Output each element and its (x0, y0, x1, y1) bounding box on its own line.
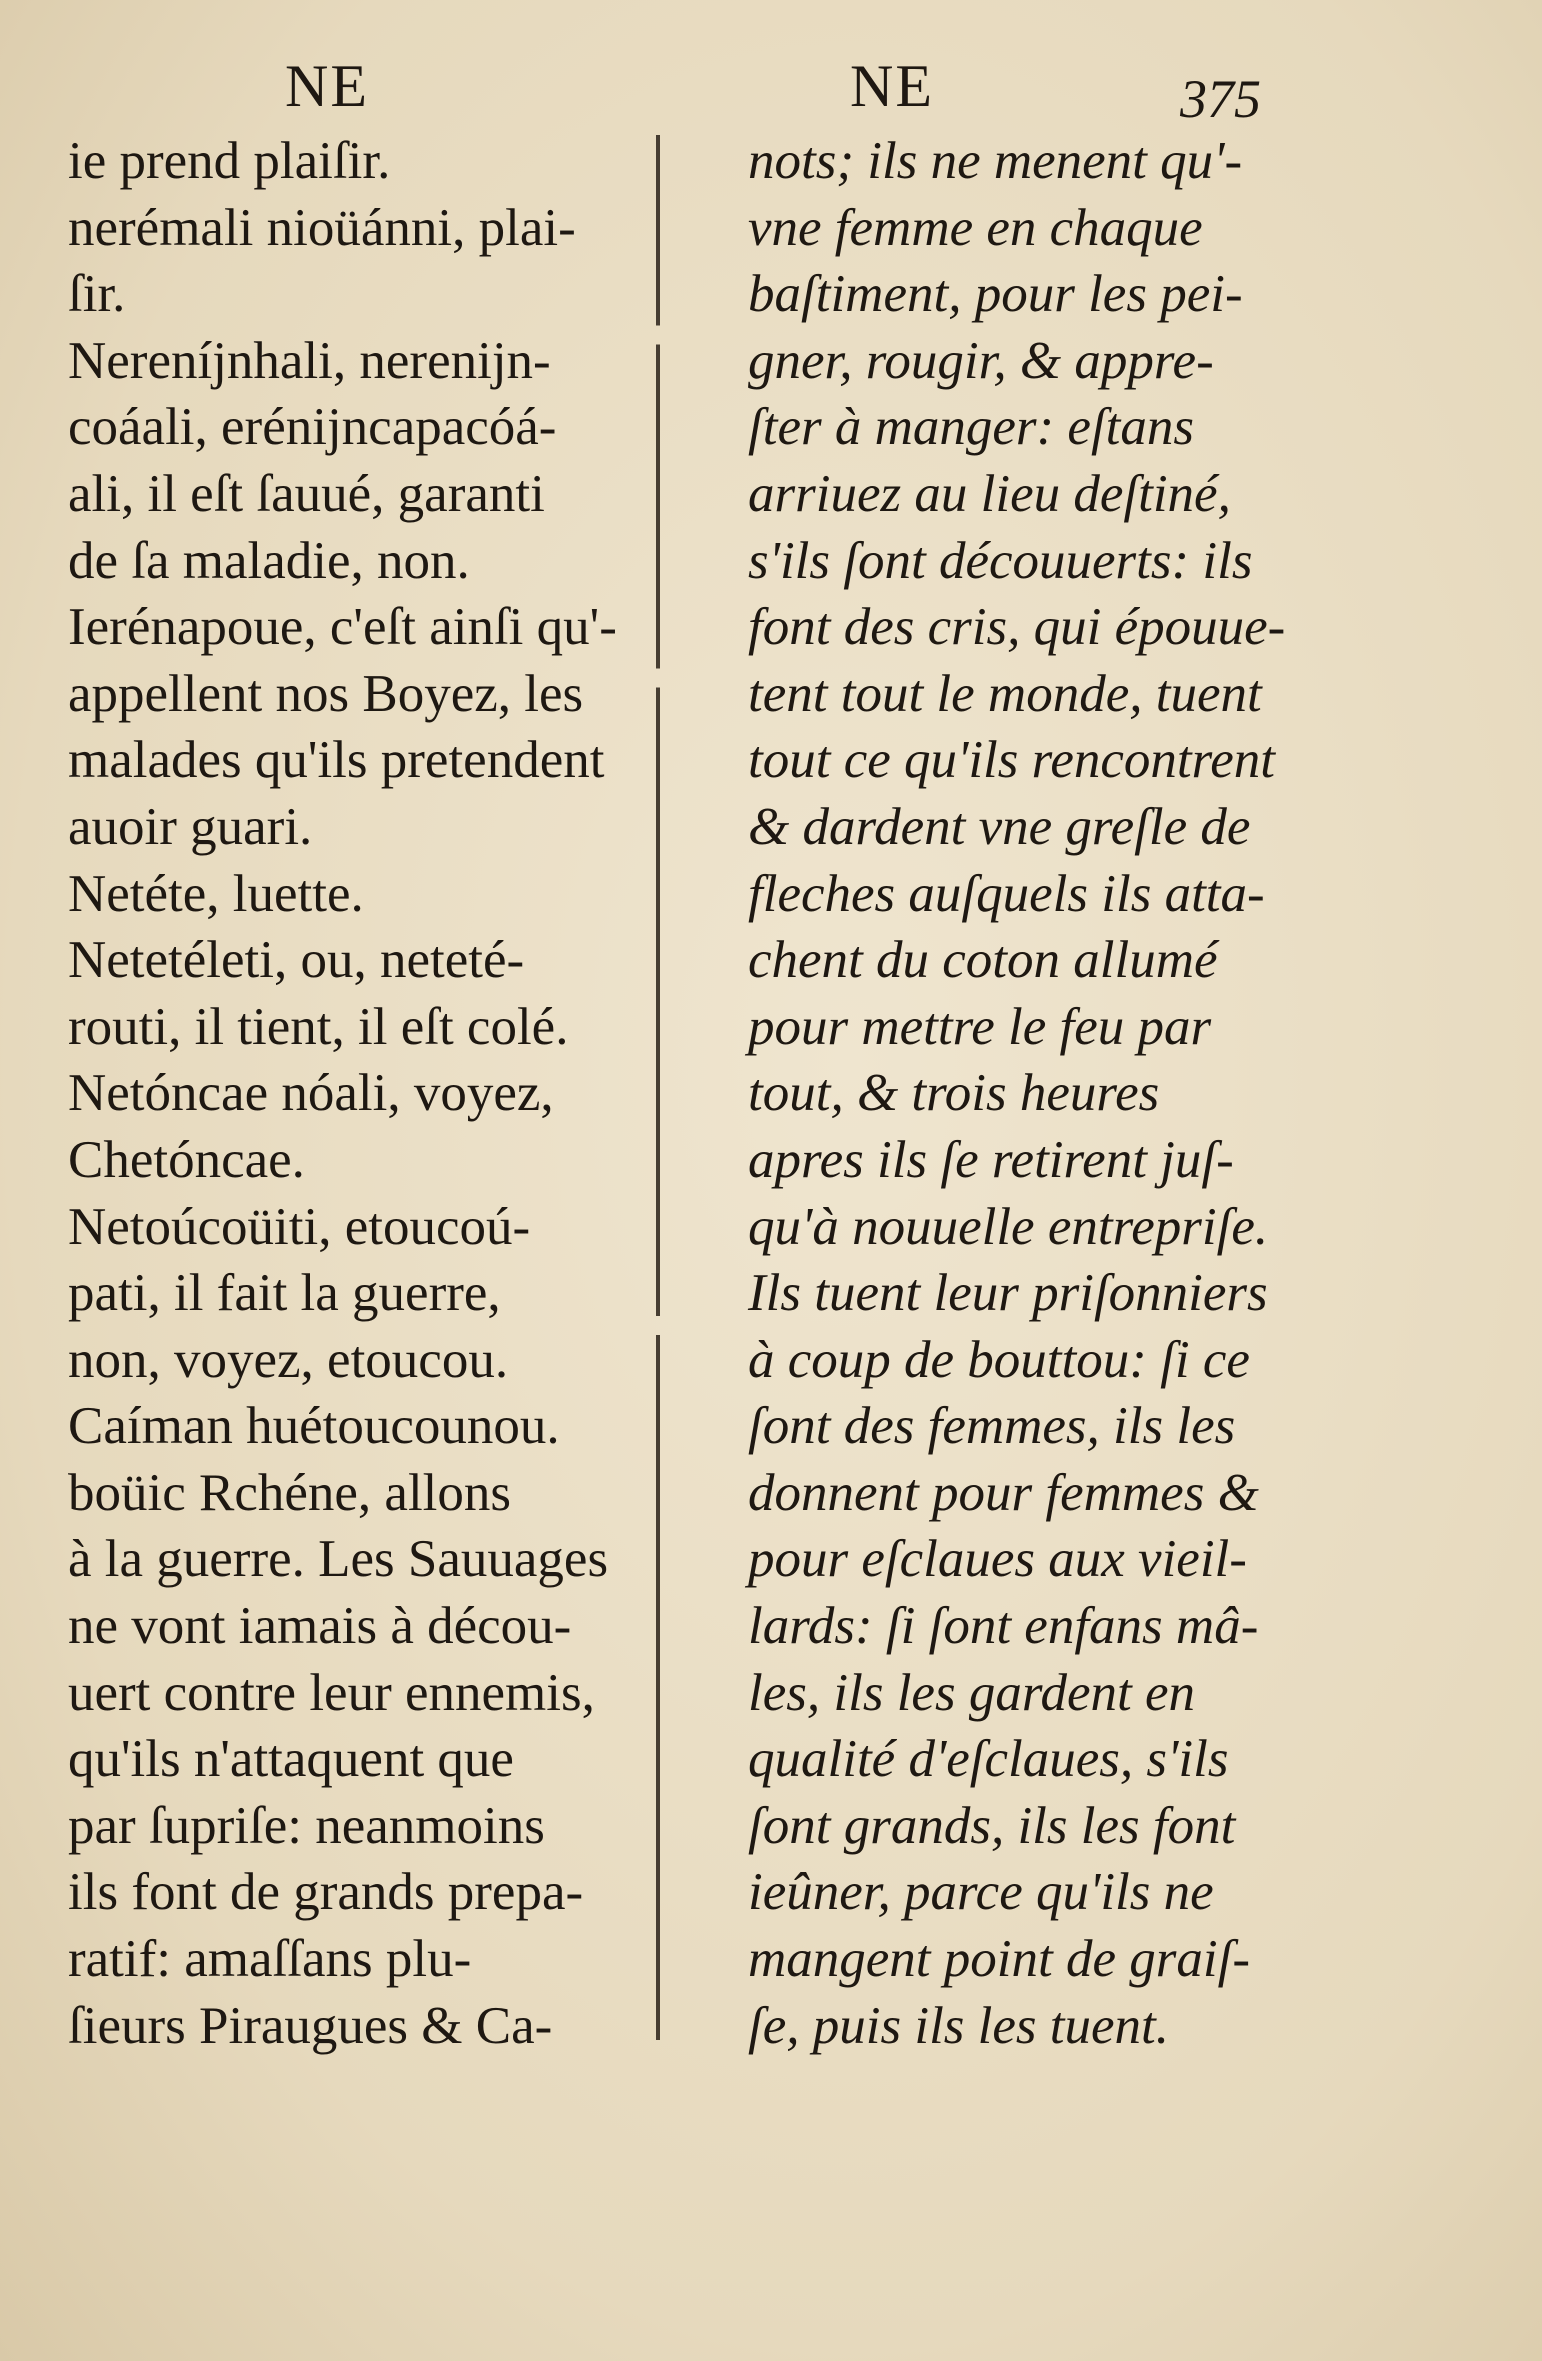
text-line: & dardent vne greſle de (748, 797, 1251, 856)
right-column (748, 128, 1288, 2059)
text-line: apres ils ſe retirent juſ- (748, 1130, 1234, 1189)
text-line: pour eſclaues aux vieil- (748, 1530, 1247, 1589)
text-line: boüic Rchéne, allons (68, 1463, 512, 1522)
text-line: uert contre leur ennemis, (68, 1663, 595, 1722)
text-line: Ils tuent leur priſonniers (748, 1264, 1268, 1323)
left-running-head: NE (285, 53, 369, 119)
text-line: qualité d'eſclaues, s'ils (748, 1730, 1229, 1789)
text-line: à la guerre. Les Sauuages (68, 1530, 609, 1589)
text-line: Nereníjnhali, nerenijn- (68, 331, 551, 390)
text-line: ieûner, parce qu'ils ne (748, 1863, 1214, 1922)
text-line: fleches auſquels ils atta- (748, 864, 1265, 923)
text-line: nerémali nioüánni, plai- (68, 198, 576, 257)
text-line: Ierénapoue, c'eſt ainſi qu'- (68, 598, 617, 657)
text-line: ſe, puis ils les tuent. (748, 1996, 1170, 2055)
text-line: auoir guari. (68, 797, 313, 856)
text-line: Chetóncae. (68, 1130, 305, 1189)
text-line: baſtiment, pour les pei- (748, 265, 1243, 324)
text-line: ils font de grands prepa- (68, 1863, 584, 1922)
text-line: ſont grands, ils les font (748, 1796, 1236, 1855)
text-line: ſir. (68, 265, 126, 324)
text-line: ſont des femmes, ils les (748, 1397, 1236, 1456)
text-line: pour mettre le feu par (748, 997, 1212, 1056)
text-line: Netoúcoüiti, etoucoú- (68, 1197, 531, 1256)
text-line: font des cris, qui épouue- (748, 598, 1286, 657)
text-line: donnent pour femmes & (748, 1463, 1259, 1522)
text-line: routi, il tient, il eſt colé. (68, 997, 569, 1056)
text-line: tout ce qu'ils rencontrent (748, 731, 1275, 790)
text-line: Netetéleti, ou, neteté- (68, 931, 525, 990)
left-column (68, 128, 648, 2059)
text-line: nots; ils ne menent qu'- (748, 132, 1243, 190)
text-line: ſter à manger: eſtans (748, 398, 1195, 457)
text-line: par ſupriſe: neanmoins (68, 1796, 545, 1855)
text-line: tent tout le monde, tuent (748, 664, 1262, 723)
text-line: ſieurs Piraugues & Ca- (68, 1996, 553, 2055)
text-line: s'ils ſont découuerts: ils (748, 531, 1253, 590)
text-line: Caíman huétoucounou. (68, 1397, 560, 1456)
column-rule (656, 135, 660, 2040)
text-line: les, ils les gardent en (748, 1663, 1196, 1722)
text-line: de ſa maladie, non. (68, 531, 470, 590)
text-line: chent du coton allumé (748, 931, 1218, 990)
text-line: à coup de bouttou: ſi ce (748, 1330, 1250, 1389)
text-line: ali, il eſt ſauué, garanti (68, 464, 545, 523)
text-line: ratif: amaſſans plu- (68, 1930, 472, 1989)
text-line: pati, il fait la guerre, (68, 1264, 501, 1323)
text-line: gner, rougir, & appre- (748, 331, 1214, 390)
page-number: 375 (1180, 69, 1261, 129)
text-line: ie prend plaiſir. (68, 132, 391, 190)
text-line: arriuez au lieu deſtiné, (748, 464, 1231, 523)
text-line: mangent point de graiſ- (748, 1930, 1250, 1989)
text-line: malades qu'ils pretendent (68, 731, 605, 790)
text-line: coáali, erénijncapacóá- (68, 398, 557, 457)
text-line: qu'à nouuelle entrepriſe. (748, 1197, 1269, 1256)
text-line: qu'ils n'attaquent que (68, 1730, 514, 1789)
right-running-head: NE (850, 53, 934, 119)
text-line: Netóncae nóali, voyez, (68, 1064, 554, 1123)
text-line: lards: ſi ſont enfans mâ- (748, 1597, 1259, 1656)
text-line: appellent nos Boyez, les (68, 664, 584, 723)
text-line: Netéte, luette. (68, 864, 364, 923)
text-line: non, voyez, etoucou. (68, 1330, 509, 1389)
text-line: vne femme en chaque (748, 198, 1203, 257)
text-line: tout, & trois heures (748, 1064, 1160, 1123)
text-line: ne vont iamais à décou- (68, 1597, 572, 1656)
